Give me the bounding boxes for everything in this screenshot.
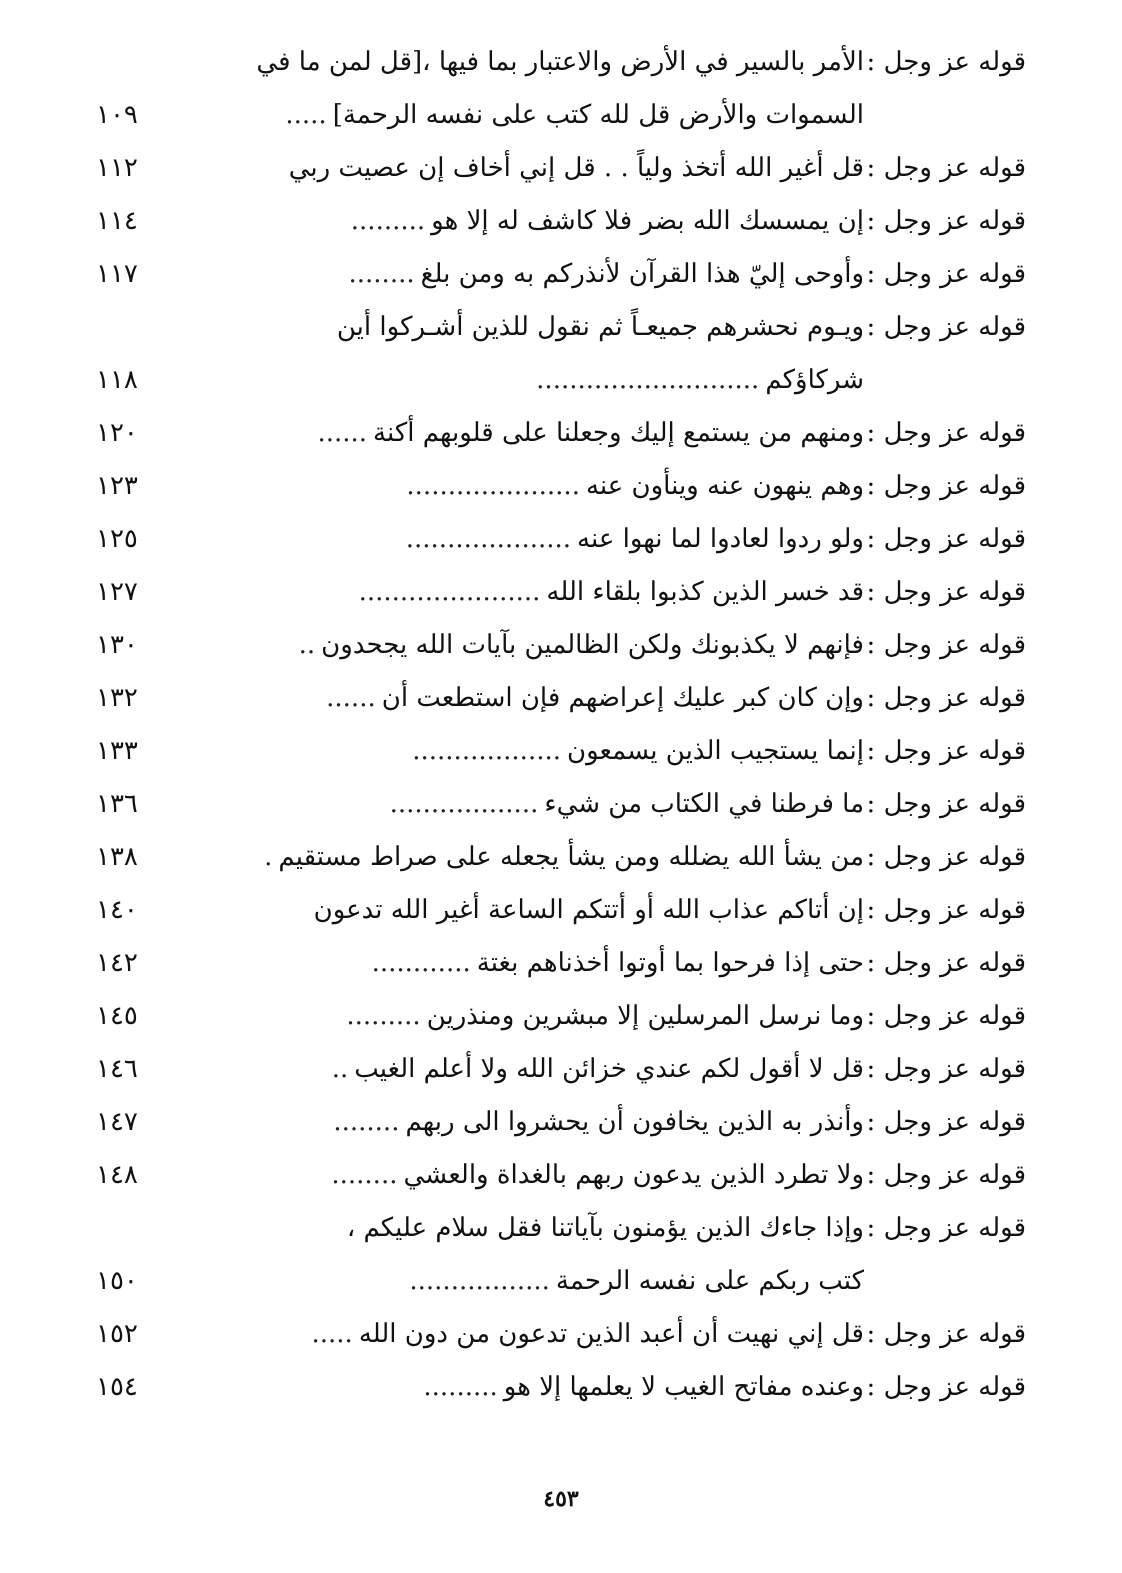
toc-entry-leader-dots: ............ — [371, 948, 471, 978]
toc-entry-prefix: قوله عز وجل : — [866, 948, 1026, 978]
toc-entry-prefix: قوله عز وجل : — [866, 842, 1026, 872]
toc-entry — [96, 884, 1026, 937]
toc-entry-text: فإنهم لا يكذبونك ولكن الظالمين بآيات الله يجحدون — [321, 630, 864, 660]
toc-entry-page-number: ١٤٠ — [96, 895, 138, 925]
toc-entry-body — [244, 248, 864, 301]
toc-entry-body — [244, 566, 864, 619]
toc-entry-text: وأوحى إليّ هذا القرآن لأنذركم به ومن بلغ — [420, 259, 864, 289]
toc-entry-text: ما فرطنا في الكتاب من شيء — [544, 789, 864, 819]
toc-entry-page-number: ١٢٥ — [96, 524, 138, 554]
toc-entry — [96, 1202, 1026, 1308]
toc-entry-page-number: ١٤٧ — [96, 1107, 138, 1137]
toc-entry-text: من يشأ الله يضلله ومن يشأ يجعله على صراط مستقيم — [278, 842, 864, 872]
toc-entry-text: قد خسر الذين كذبوا بلقاء الله — [546, 577, 864, 607]
toc-entry-body — [244, 1096, 864, 1149]
toc-entry-prefix: قوله عز وجل : — [866, 1001, 1026, 1031]
toc-entry-body — [244, 513, 864, 566]
toc-entry-page-number: ١٤٥ — [96, 1001, 138, 1031]
toc-entry — [96, 778, 1026, 831]
toc-entry-text: ولو ردوا لعادوا لما نهوا عنه — [577, 524, 864, 554]
toc-entry-body — [244, 1308, 864, 1361]
toc-entry-page-number: ١٣٠ — [96, 630, 138, 660]
toc-entry-leader-dots: .................... — [405, 524, 572, 554]
toc-entry-text: وأنذر به الذين يخافون أن يحشروا الى ربهم — [405, 1107, 864, 1137]
toc-entry-body — [134, 36, 864, 142]
toc-entry-page-number: ١٣٦ — [96, 789, 138, 819]
toc-entry-text: ويـوم نحشرهم جميعـاً ثم نقول للذين أشـركوا أين — [336, 312, 864, 342]
toc-entry-prefix: قوله عز وجل : — [866, 153, 1026, 183]
toc-entry-text: إنما يستجيب الذين يسمعون — [567, 736, 864, 766]
toc-entry-leader-dots: ...... — [317, 418, 368, 448]
toc-entry-text: ومنهم من يستمع إليك وجعلنا على قلوبهم أكنة — [373, 418, 864, 448]
toc-entry-body — [244, 725, 864, 778]
toc-entry-leader-dots: ..... — [285, 100, 327, 130]
toc-entry-prefix: قوله عز وجل : — [866, 1319, 1026, 1349]
toc-entry-page-number: ١١٢ — [96, 153, 138, 183]
toc-entry — [96, 407, 1026, 460]
toc-entry-body — [244, 778, 864, 831]
toc-entry — [96, 1096, 1026, 1149]
toc-entry-prefix: قوله عز وجل : — [866, 312, 1026, 342]
toc-entry-page-number: ١٢٧ — [96, 577, 138, 607]
toc-entry — [96, 619, 1026, 672]
toc-entry — [96, 990, 1026, 1043]
toc-entry-page-number: ١٤٨ — [96, 1160, 138, 1190]
toc-entry-body — [244, 619, 864, 672]
toc-entry-leader-dots: ........ — [333, 1107, 400, 1137]
toc-entry-leader-dots: ................. — [409, 1266, 550, 1296]
toc-entry-leader-dots: .. — [298, 630, 316, 660]
toc-entry-text: حتى إذا فرحوا بما أوتوا أخذناهم بغتة — [476, 948, 864, 978]
toc-entry-page-number: ١١٤ — [96, 206, 138, 236]
toc-entry-prefix: قوله عز وجل : — [866, 524, 1026, 554]
toc-entry-body — [244, 672, 864, 725]
toc-entry — [96, 142, 1026, 195]
toc-entry-leader-dots: .................. — [389, 789, 539, 819]
toc-entry-page-number: ١٤٢ — [96, 948, 138, 978]
toc-entry-body — [244, 407, 864, 460]
toc-entry-continuation-text: السموات والأرض قل لله كتب على نفسه الرحمة] — [332, 100, 864, 130]
toc-entry-leader-dots: .................. — [412, 736, 561, 766]
toc-entry-prefix: قوله عز وجل : — [866, 683, 1026, 713]
toc-entry — [96, 301, 1026, 407]
toc-entry-text: قل لا أقول لكم عندي خزائن الله ولا أعلم الغيب — [354, 1054, 864, 1084]
toc-entry-leader-dots: . — [264, 842, 273, 872]
toc-entry-text: إن يمسسك الله بضر فلا كاشف له إلا هو — [431, 206, 864, 236]
toc-entry-leader-dots: ........ — [331, 1160, 398, 1190]
toc-entry-text: قل أغير الله أتخذ ولياً . . قل إني أخاف إن عصيت ربي — [288, 153, 864, 183]
toc-entry-text: وإذا جاءك الذين يؤمنون بآياتنا فقل سلام عليكم ، — [346, 1213, 864, 1243]
toc-entry-prefix: قوله عز وجل : — [866, 1054, 1026, 1084]
toc-entry-page-number: ١٢٠ — [96, 418, 138, 448]
toc-entry — [96, 1043, 1026, 1096]
toc-entry-page-number: ١١٨ — [96, 365, 138, 395]
toc-entry-page-number: ١٠٩ — [96, 100, 138, 130]
toc-entry-continuation-text: كتب ربكم على نفسه الرحمة — [555, 1266, 864, 1296]
toc-entry-body — [244, 142, 864, 195]
toc-entry-text: الأمر بالسير في الأرض والاعتبار بما فيها ،[قل لمن ما في — [256, 47, 864, 77]
toc-entry — [96, 195, 1026, 248]
toc-entry-page-number: ١٣٣ — [96, 736, 138, 766]
toc-entry-body — [244, 937, 864, 990]
toc-entry-body — [134, 301, 864, 407]
toc-entry-leader-dots: ......... — [350, 206, 426, 236]
toc-entry-continuation — [134, 89, 864, 142]
toc-entry-body — [244, 195, 864, 248]
toc-entry — [96, 36, 1026, 142]
toc-entry-prefix: قوله عز وجل : — [866, 206, 1026, 236]
toc-entry — [96, 725, 1026, 778]
toc-entry-prefix: قوله عز وجل : — [866, 259, 1026, 289]
toc-entry-leader-dots: ...................... — [358, 577, 541, 607]
toc-entry-body — [244, 990, 864, 1043]
toc-entry-body — [244, 460, 864, 513]
toc-entry — [96, 1308, 1026, 1361]
toc-entry-text: ولا تطرد الذين يدعون ربهم بالغداة والعشي — [403, 1160, 864, 1190]
toc-entry-text: قل إني نهيت أن أعبد الذين تدعون من دون الله — [358, 1319, 864, 1349]
toc-entry — [96, 1361, 1026, 1414]
toc-entry-page-number: ١٣٢ — [96, 683, 138, 713]
toc-entry-page-number: ١٢٣ — [96, 471, 138, 501]
toc-entry — [96, 937, 1026, 990]
toc-entry-leader-dots: ......... — [423, 1372, 498, 1402]
toc-entry-prefix: قوله عز وجل : — [866, 577, 1026, 607]
toc-entry-continuation — [134, 354, 864, 407]
toc-entry-leader-dots: .. — [331, 1054, 349, 1084]
toc-entry — [96, 672, 1026, 725]
toc-entry — [96, 248, 1026, 301]
toc-entry — [96, 1149, 1026, 1202]
toc-entry-page-number: ١٥٢ — [96, 1319, 138, 1349]
toc-entry-leader-dots: ........ — [348, 259, 415, 289]
toc-entry — [96, 831, 1026, 884]
toc-entry-prefix: قوله عز وجل : — [866, 471, 1026, 501]
toc-entry-prefix: قوله عز وجل : — [866, 895, 1026, 925]
toc-entry-leader-dots: ........................... — [536, 365, 760, 395]
toc-entry — [96, 566, 1026, 619]
toc-entry-text: وإن كان كبر عليك إعراضهم فإن استطعت أن — [381, 683, 864, 713]
toc-entry-page-number: ١٥٠ — [96, 1266, 138, 1296]
toc-entry-body — [244, 831, 864, 884]
toc-entry-body — [244, 1149, 864, 1202]
toc-entry-page-number: ١٤٦ — [96, 1054, 138, 1084]
page-number: ٤٥٣ — [543, 1486, 579, 1512]
toc-entry-prefix: قوله عز وجل : — [866, 418, 1026, 448]
toc-entry-prefix: قوله عز وجل : — [866, 47, 1026, 77]
toc-entry-body — [244, 1361, 864, 1414]
toc-entry-prefix: قوله عز وجل : — [866, 630, 1026, 660]
toc-entry-text: وما نرسل المرسلين إلا مبشرين ومنذرين — [426, 1001, 864, 1031]
toc-entry — [96, 513, 1026, 566]
toc-entry-prefix: قوله عز وجل : — [866, 1372, 1026, 1402]
toc-entry-continuation-text: شركاؤكم — [765, 365, 864, 395]
toc-entry-page-number: ١٥٤ — [96, 1372, 138, 1402]
table-of-contents — [96, 36, 1026, 1414]
toc-entry-body — [244, 884, 864, 937]
toc-entry-prefix: قوله عز وجل : — [866, 736, 1026, 766]
toc-entry-body — [134, 1202, 864, 1308]
toc-entry-text: وعنده مفاتح الغيب لا يعلمها إلا هو — [503, 1372, 864, 1402]
toc-entry-page-number: ١٣٨ — [96, 842, 138, 872]
toc-entry-text: وهم ينهون عنه وينأون عنه — [585, 471, 864, 501]
toc-entry-prefix: قوله عز وجل : — [866, 789, 1026, 819]
toc-entry-leader-dots: ...... — [326, 683, 376, 713]
toc-entry-continuation — [134, 1255, 864, 1308]
toc-entry-leader-dots: ......... — [346, 1001, 421, 1031]
toc-entry — [96, 460, 1026, 513]
toc-entry-leader-dots: ..... — [311, 1319, 353, 1349]
toc-entry-page-number: ١١٧ — [96, 259, 138, 289]
toc-entry-prefix: قوله عز وجل : — [866, 1107, 1026, 1137]
toc-entry-leader-dots: ..................... — [406, 471, 580, 501]
toc-entry-prefix: قوله عز وجل : — [866, 1160, 1026, 1190]
toc-entry-text: إن أتاكم عذاب الله أو أتتكم الساعة أغير الله تدعون — [313, 895, 864, 925]
toc-entry-prefix: قوله عز وجل : — [866, 1213, 1026, 1243]
toc-entry-body — [244, 1043, 864, 1096]
